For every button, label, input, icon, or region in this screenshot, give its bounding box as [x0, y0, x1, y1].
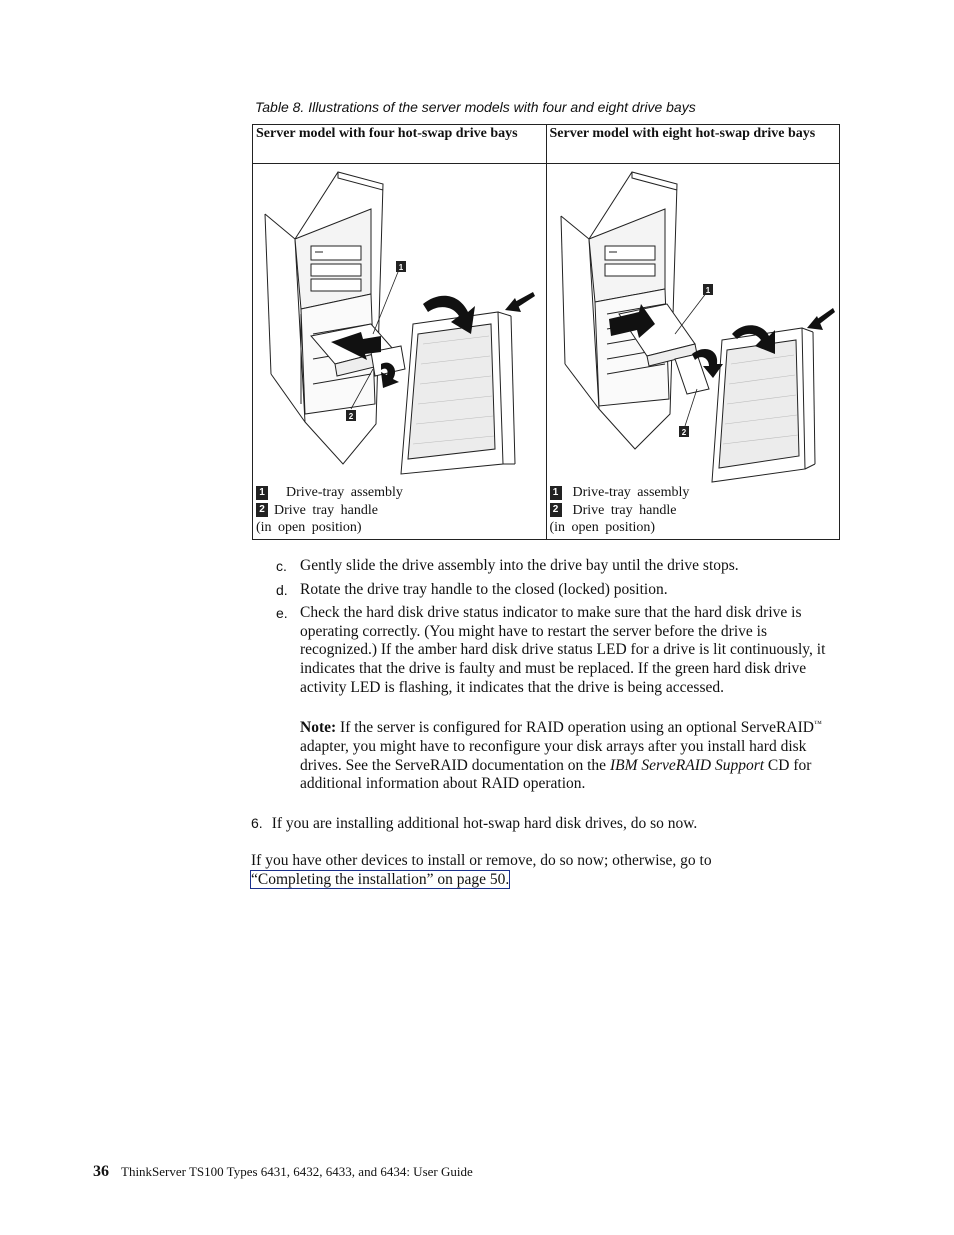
callout-1: 1 — [256, 486, 268, 500]
table-caption: Table 8. Illustrations of the server models with four and eight drive bays — [255, 99, 696, 115]
step-c-text: Gently slide the drive assembly into the drive bay until the drive stops. — [300, 557, 739, 574]
footer-title: ThinkServer TS100 Types 6431, 6432, 6433, and 6434: User Guide — [121, 1164, 473, 1179]
callout-2: 2 — [256, 503, 268, 517]
legend-item-handle: Drive tray handle — [274, 502, 378, 518]
callout-1: 1 — [550, 486, 562, 500]
page-number: 36 — [93, 1163, 109, 1180]
callout-1-label: 1 — [705, 286, 710, 295]
callout-2-label: 2 — [348, 412, 354, 421]
header-four-bays: Server model with four hot-swap drive bays — [253, 125, 547, 164]
step-d — [276, 581, 842, 600]
page-footer — [93, 1163, 473, 1181]
eight-bay-server-illustration — [547, 164, 839, 484]
step-6-text: If you are installing additional hot-swap hard disk drives, do so now. — [271, 815, 698, 832]
legend-item-drive-tray: Drive-tray assembly — [572, 485, 690, 500]
models-table — [252, 124, 840, 540]
trademark-symbol: ™ — [813, 719, 822, 729]
header-eight-bays: Server model with eight hot-swap drive bays — [546, 125, 840, 164]
note-text-1: If the server is configured for RAID operation using an optional ServeRAID — [340, 719, 814, 737]
raid-note — [300, 715, 842, 794]
step-d-marker: d. — [276, 581, 288, 598]
completing-installation-link[interactable]: “Completing the installation” on page 50. — [251, 871, 510, 888]
closing-paragraph — [251, 851, 841, 889]
note-text-2: adapter, you might have to reconfigure your disk arrays after you install hard disk drives. See the ServeRAID documentation on the — [300, 737, 807, 774]
four-bay-server-illustration — [253, 164, 545, 484]
legend-item-handle: Drive tray handle — [572, 502, 677, 518]
closing-text: If you have other devices to install or remove, do so now; otherwise, go to — [251, 852, 712, 869]
legend-eight-bays — [550, 484, 690, 537]
note-text-3: CD for additional information about RAID operation. — [300, 756, 812, 793]
callout-2: 2 — [550, 503, 562, 517]
step-6 — [251, 814, 697, 834]
legend-item-handle-cont: (in open position) — [256, 520, 362, 535]
cell-eight-bays — [546, 164, 840, 540]
callout-1-label: 1 — [398, 263, 404, 272]
cell-four-bays — [253, 164, 547, 540]
legend-four-bays — [256, 484, 403, 537]
step-6-marker: 6. — [251, 815, 263, 831]
step-c — [276, 557, 842, 576]
step-e-marker: e. — [276, 605, 288, 622]
procedure-steps — [276, 557, 842, 799]
note-label: Note: — [300, 719, 337, 737]
note-cd-title: IBM ServeRAID Support — [609, 756, 765, 774]
legend-item-drive-tray: Drive-tray assembly — [286, 485, 403, 500]
step-e-text: Check the hard disk drive status indicator to make sure that the hard disk drive is operating correctly. (You might have to restart the server before the drive is recognized.) If the amber hard disk drive status LED for a drive is lit continuously, it indicates that the drive is faulty and must be replaced. If the green hard disk drive activity LED is flashing, it indicates that the drive is being accessed. — [300, 604, 826, 696]
step-c-marker: c. — [276, 558, 287, 574]
step-d-text: Rotate the drive tray handle to the closed (locked) position. — [300, 580, 668, 598]
step-e — [276, 604, 842, 794]
callout-2-label: 2 — [681, 428, 686, 437]
legend-item-handle-cont: (in open position) — [549, 520, 656, 535]
